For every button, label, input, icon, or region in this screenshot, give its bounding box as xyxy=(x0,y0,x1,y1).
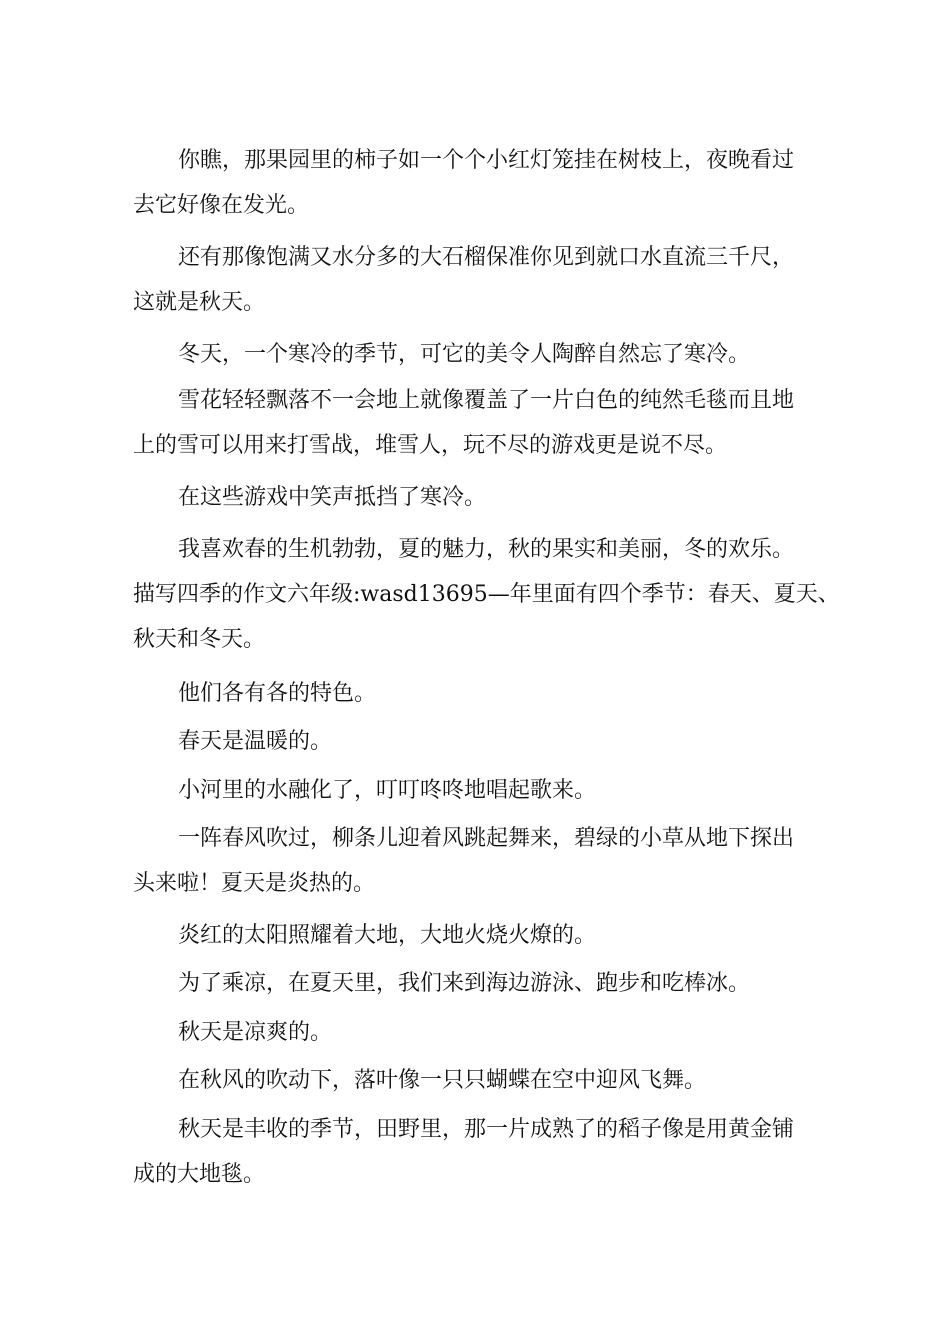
text-line: 你瞧，那果园里的柿子如一个个小红灯笼挂在树枝上，夜晚看过 xyxy=(178,148,795,173)
text-line: 他们各有各的特色。 xyxy=(178,681,377,706)
text-line: 上的雪可以用来打雪战，堆雪人，玩不尽的游戏更是说不尽。 xyxy=(133,433,728,458)
paragraph xyxy=(0,719,950,764)
text-line: 冬天，一个寒冷的季节，可它的美令人陶醉自然忘了寒冷。 xyxy=(178,342,751,367)
paragraph xyxy=(0,1010,950,1055)
paragraph xyxy=(0,332,950,377)
text-line: 秋天是凉爽的。 xyxy=(178,1020,333,1045)
text-line: 还有那像饱满又水分多的大石榴保准你见到就口水直流三千尺， xyxy=(178,245,795,270)
paragraph xyxy=(0,913,950,958)
paragraph xyxy=(0,961,950,1006)
paragraph xyxy=(0,475,950,520)
text-line: 一阵春风吹过，柳条儿迎着风跳起舞来，碧绿的小草从地下探出 xyxy=(178,826,795,851)
paragraph xyxy=(0,235,950,325)
paragraph xyxy=(0,671,950,716)
paragraph xyxy=(0,572,950,662)
text-line: 成的大地毯。 xyxy=(133,1162,266,1187)
text-line: 秋天和冬天。 xyxy=(133,627,266,652)
paragraph xyxy=(0,768,950,813)
text-line: 为了乘凉，在夏天里，我们来到海边游泳、跑步和吃棒冰。 xyxy=(178,971,751,996)
paragraph xyxy=(0,1058,950,1103)
text-line: 炎红的太阳照耀着大地，大地火烧火燎的。 xyxy=(178,923,597,948)
text-line: 秋天是丰收的季节，田野里，那一片成熟了的稻子像是用黄金铺 xyxy=(178,1117,795,1142)
paragraph xyxy=(0,816,950,906)
text-line: 头来啦！夏天是炎热的。 xyxy=(133,871,376,896)
text-line: 去它好像在发光。 xyxy=(133,193,310,218)
paragraph xyxy=(0,1107,950,1197)
text-line: 小河里的水融化了，叮叮咚咚地唱起歌来。 xyxy=(178,778,597,803)
paragraph xyxy=(0,138,950,228)
text-line: 描写四季的作文六年级:wasd13695—年里面有四个季节：春天、夏天、 xyxy=(133,582,840,607)
text-line: 在这些游戏中笑声抵挡了寒冷。 xyxy=(178,485,487,510)
text-line: 我喜欢春的生机勃勃，夏的魅力，秋的果实和美丽，冬的欢乐。 xyxy=(178,537,795,562)
text-line: 雪花轻轻飘落不一会地上就像覆盖了一片白色的纯然毛毯而且地 xyxy=(178,388,795,413)
paragraph xyxy=(0,378,950,468)
text-line: 春天是温暖的。 xyxy=(178,729,333,754)
text-line: 在秋风的吹动下，落叶像一只只蝴蝶在空中迎风飞舞。 xyxy=(178,1068,707,1093)
paragraph xyxy=(0,527,950,572)
text-line: 这就是秋天。 xyxy=(133,290,266,315)
